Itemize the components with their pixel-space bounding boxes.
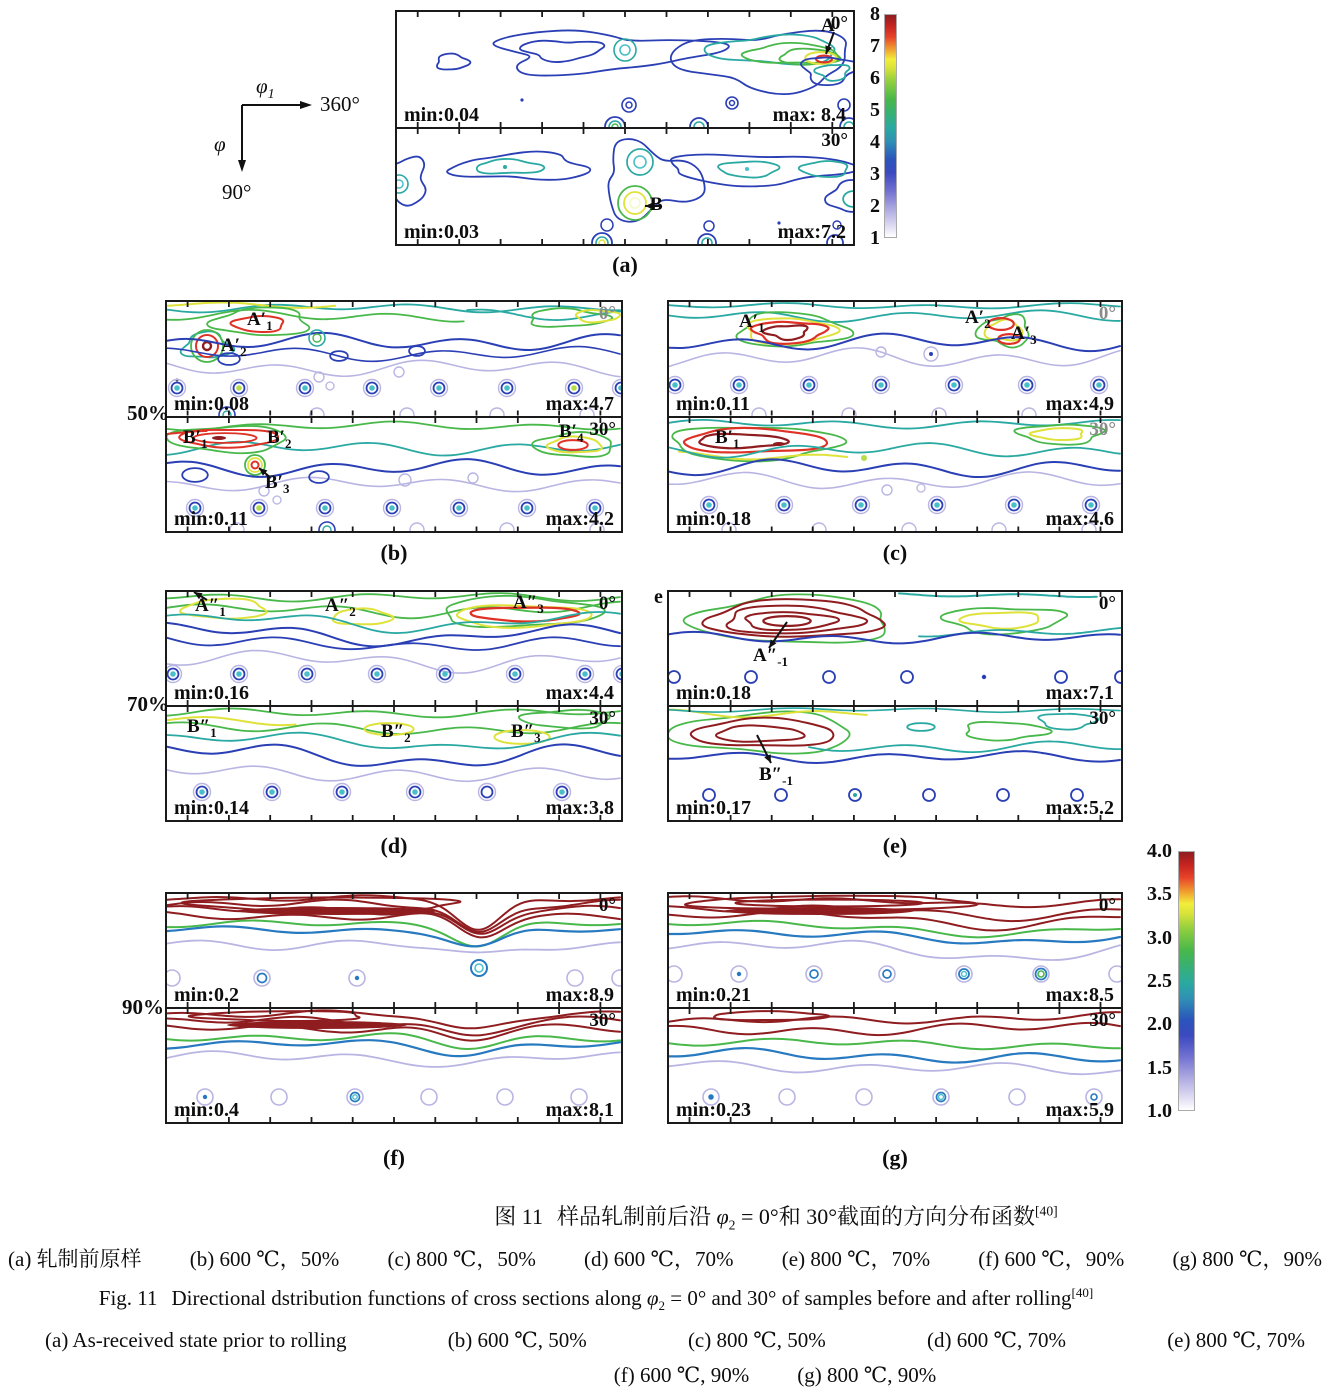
colorbar-tick-label: 5	[870, 99, 880, 121]
max-value-label: max:8.5	[1045, 984, 1114, 1006]
peak-label-subscript: 1	[201, 435, 208, 451]
en-item: (a) As-received state prior to rolling	[45, 1328, 347, 1352]
peak-label	[325, 596, 356, 618]
caption-cn-items	[8, 1243, 1322, 1273]
min-value-label: min:0.18	[676, 682, 751, 704]
peak-label-subscript: -1	[777, 653, 789, 669]
peak-label-subscript: 1	[733, 435, 740, 451]
min-value-label: min:0.4	[174, 1099, 239, 1121]
angle-label: 0°	[830, 13, 848, 34]
peak-label-base: A″	[195, 595, 220, 616]
panel-caption-b: (b)	[380, 540, 408, 565]
panel-caption-a: (a)	[612, 252, 638, 277]
min-value-label: min:0.08	[174, 392, 249, 415]
max-value-label: max:4.2	[545, 508, 614, 530]
min-value-label: min:0.17	[676, 797, 751, 819]
panel-b-sub0	[167, 302, 621, 416]
colorbar-tick-label: 4.0	[1147, 840, 1172, 862]
panel-caption-f: (f)	[383, 1145, 405, 1170]
stray-label-e: e	[654, 586, 663, 608]
peak-label-subscript: 1	[210, 724, 217, 740]
peak-label	[265, 473, 290, 495]
colorbar-tick-label: 1	[870, 227, 880, 249]
peak-label-subscript: 2	[404, 729, 411, 745]
colorbar-tick-label: 2.5	[1147, 969, 1172, 992]
peak-label-subscript: 3	[534, 729, 541, 745]
min-value-label: min:0.11	[174, 508, 248, 530]
row-label-0: 50%	[127, 401, 169, 425]
angle-label: 30°	[1089, 708, 1116, 729]
axis-legend	[180, 60, 390, 220]
panel-f-sub30	[167, 1007, 621, 1122]
angle-label: 0°	[598, 895, 616, 916]
phi-axis-label: φ	[214, 132, 226, 156]
phi1-axis-label: $\varphi_1$	[256, 74, 275, 103]
peak-label-base: A′	[965, 307, 985, 328]
peak-label-base: B′	[715, 426, 734, 448]
colorbar-tick-label: 6	[870, 67, 880, 89]
panel-b	[165, 300, 623, 533]
max-value-label: max: 8.4	[772, 104, 846, 126]
peak-label-subscript: 3	[1030, 331, 1037, 347]
caption-cn-main: 图 11 样品轧制前后沿 $\varphi_2 = 0^\circ$和 30°截面的方向分布函数[40]	[494, 1203, 1058, 1233]
panel-f-sub0	[167, 894, 621, 1007]
peak-label	[715, 428, 740, 450]
peak-label-base: A′	[1011, 323, 1031, 344]
panel-d-sub30	[167, 705, 621, 820]
phi1-axis-end-label: 360°	[320, 92, 360, 116]
colorbar-bottom-gradient	[1178, 851, 1195, 1111]
angle-label: 30°	[589, 418, 616, 440]
panel-caption-g: (g)	[882, 1145, 908, 1170]
row-label-2: 90%	[122, 995, 164, 1019]
max-value-label: max:7.2	[777, 221, 846, 243]
panel-a-sub0	[397, 12, 853, 127]
peak-label-subscript: 1	[758, 319, 765, 335]
peak-label	[753, 646, 788, 668]
caption-en-main: Fig. 11 Directional dstribution functions of cross sections along $\varphi_2 = 0^\circ$ and 30° of samples before and after rolling[40]	[98, 1285, 1094, 1314]
peak-label-subscript: 3	[283, 480, 290, 496]
angle-label: 30°	[1089, 418, 1116, 440]
colorbar-tick-label: 7	[870, 35, 880, 57]
peak-label-subscript: 2	[349, 603, 356, 619]
peak-label	[247, 310, 273, 332]
max-value-label: max:4.4	[545, 682, 614, 704]
max-value-label: max:7.1	[1045, 682, 1114, 704]
colorbar-tick-label: 1.5	[1147, 1056, 1172, 1079]
peak-label-base: A″	[753, 645, 778, 666]
panel-b-sub30	[167, 416, 621, 532]
panel-e	[667, 590, 1123, 822]
en-item: (g) 800 ℃, 90%	[797, 1363, 937, 1387]
row-label-1: 70%	[127, 692, 169, 716]
colorbar-top	[856, 3, 902, 249]
colorbar-tick-label: 3	[870, 163, 880, 185]
angle-label: 0°	[1098, 895, 1116, 916]
panel-c-sub30	[669, 416, 1121, 532]
max-value-label: max:5.2	[1045, 797, 1114, 819]
min-value-label: min:0.14	[174, 797, 249, 819]
en-item: (c) 800 ℃, 50%	[687, 1328, 826, 1352]
min-value-label: min:0.2	[174, 984, 239, 1006]
colorbar-tick-label: 4	[870, 131, 880, 153]
min-value-label: min:0.16	[174, 682, 249, 704]
colorbar-tick-label: 1.0	[1147, 1099, 1172, 1122]
peak-label-subscript: 3	[537, 600, 544, 616]
angle-label: 30°	[589, 1010, 616, 1031]
peak-label-subscript: 2	[240, 343, 247, 359]
peak-label-base: B″	[511, 721, 535, 742]
peak-label-base: B′	[559, 420, 578, 442]
panel-caption-e: (e)	[882, 833, 908, 858]
peak-label	[221, 336, 247, 358]
peak-label-base: A″	[325, 595, 350, 616]
peak-label-base: B″	[187, 716, 211, 737]
panel-g-sub0	[669, 894, 1121, 1007]
panel-e-sub0	[669, 592, 1121, 705]
cn-item: (d) 600 ℃，70%	[584, 1247, 734, 1271]
peak-label-subscript: 2	[984, 315, 991, 331]
max-value-label: max:4.9	[1045, 392, 1114, 415]
cn-item: (c) 800 ℃，50%	[387, 1247, 536, 1271]
min-value-label: min:0.21	[676, 984, 751, 1006]
peak-label	[559, 422, 584, 444]
en-item: (d) 600 ℃, 70%	[926, 1328, 1066, 1352]
peak-label	[183, 428, 208, 450]
axis-arrows-icon	[180, 60, 390, 220]
angle-label: 30°	[589, 708, 616, 729]
peak-label-base: B	[650, 194, 663, 215]
caption-en-items-1	[45, 1328, 1305, 1353]
max-value-label: max:8.9	[545, 984, 614, 1006]
peak-label	[381, 722, 411, 744]
peak-label	[650, 195, 663, 217]
peak-label	[513, 593, 544, 615]
caption-en-items-2	[614, 1363, 936, 1388]
min-value-label: min:0.03	[404, 221, 479, 243]
en-item: (e) 800 ℃, 70%	[1167, 1328, 1305, 1352]
peak-label	[187, 717, 217, 739]
panel-c	[667, 300, 1123, 533]
panel-d	[165, 590, 623, 822]
angle-label: 0°	[598, 593, 616, 614]
panel-c-sub0	[669, 302, 1121, 416]
panel-f	[165, 892, 623, 1124]
angle-label: 30°	[1089, 1010, 1116, 1031]
min-value-label: min:0.23	[676, 1099, 751, 1121]
peak-label-base: B′	[265, 471, 284, 493]
peak-label-base: A′	[221, 335, 241, 356]
cn-item: (g) 800 ℃，90%	[1172, 1247, 1322, 1271]
cn-item: (f) 600 ℃，90%	[978, 1247, 1125, 1271]
max-value-label: max:8.1	[545, 1099, 614, 1121]
angle-label: 0°	[598, 303, 616, 324]
peak-label	[267, 428, 292, 450]
cn-item: (e) 800 ℃，70%	[781, 1247, 931, 1271]
panel-d-sub0	[167, 592, 621, 705]
peak-label	[759, 765, 793, 787]
peak-label-subscript: 4	[577, 429, 584, 445]
angle-label: 0°	[1098, 593, 1116, 614]
max-value-label: max:3.8	[545, 797, 614, 819]
peak-label	[195, 596, 226, 618]
panel-caption-d: (d)	[380, 833, 408, 858]
peak-label	[1011, 324, 1037, 346]
colorbar-tick-label: 2.0	[1147, 1013, 1172, 1036]
peak-label-subscript: -1	[782, 772, 794, 788]
peak-label-subscript: 2	[285, 435, 292, 451]
peak-label	[511, 722, 541, 744]
max-value-label: max:4.7	[545, 392, 614, 415]
peak-label-base: B′	[183, 426, 202, 448]
panel-a-sub30	[397, 127, 853, 244]
max-value-label: max:4.6	[1045, 508, 1114, 530]
colorbar-tick-label: 3.5	[1147, 883, 1172, 906]
peak-label-base: A′	[739, 311, 759, 332]
colorbar-tick-label: 2	[870, 195, 880, 217]
peak-label-base: A″	[513, 592, 538, 613]
en-item: (f) 600 ℃, 90%	[613, 1363, 750, 1387]
min-value-label: min:0.11	[676, 392, 750, 415]
peak-label-subscript: 1	[266, 317, 273, 333]
min-value-label: min:0.04	[404, 104, 479, 126]
colorbar-bottom	[1128, 840, 1198, 1134]
peak-label-subscript: 1	[219, 603, 226, 619]
panel-a	[395, 10, 855, 246]
panel-g	[667, 892, 1123, 1124]
panel-e-sub30	[669, 705, 1121, 820]
peak-label	[739, 312, 765, 334]
peak-label-base: B′	[267, 426, 286, 448]
angle-label: 30°	[821, 130, 848, 151]
colorbar-tick-label: 8	[870, 3, 880, 25]
phi-axis-end-label: 90°	[222, 180, 252, 204]
peak-label	[821, 16, 835, 38]
peak-label	[965, 308, 991, 330]
peak-label-base: B″	[381, 721, 405, 742]
min-value-label: min:0.18	[676, 508, 751, 530]
peak-label-base: B″	[759, 764, 783, 785]
en-item: (b) 600 ℃, 50%	[447, 1328, 587, 1352]
peak-label-base: A′	[247, 309, 267, 330]
peak-label-base: A	[821, 15, 835, 36]
max-value-label: max:5.9	[1045, 1099, 1114, 1121]
cn-item: (b) 600 ℃，50%	[189, 1247, 340, 1271]
colorbar-top-gradient	[884, 14, 897, 238]
panel-g-sub30	[669, 1007, 1121, 1122]
panel-caption-c: (c)	[882, 540, 908, 565]
cn-item: (a) 轧制前原样	[8, 1247, 142, 1271]
angle-label: 0°	[1098, 303, 1116, 324]
colorbar-tick-label: 3.0	[1147, 926, 1172, 949]
